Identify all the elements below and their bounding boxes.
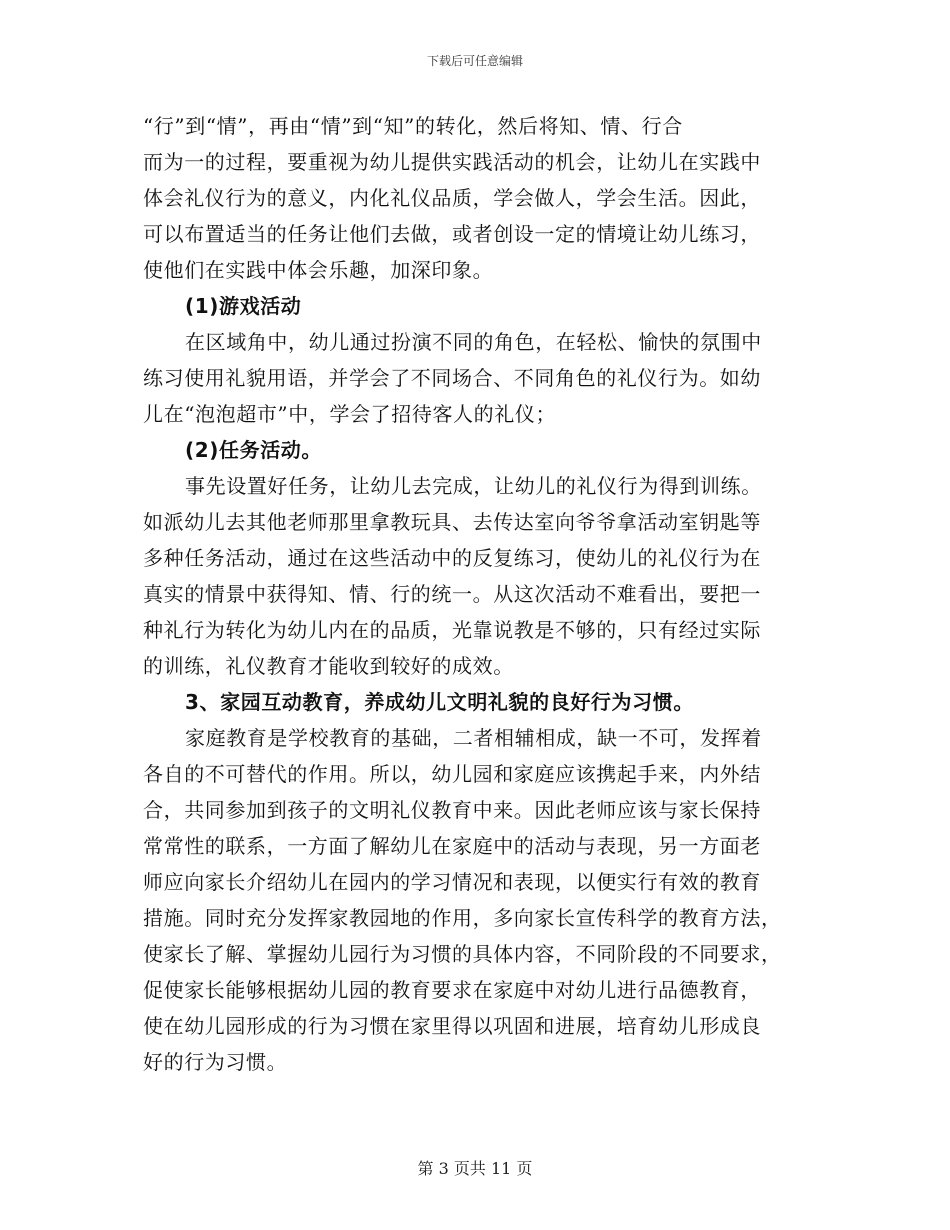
page-footer: 第 3 页共 11 页: [417, 1159, 533, 1178]
page-header: 下载后可任意编辑: [426, 54, 523, 68]
paragraph-line: 练习使用礼貌用语，并学会了不同场合、不同角色的礼仪行为。如幼: [143, 366, 761, 390]
paragraph-line: 如派幼儿去其他老师那里拿教玩具、去传达室向爷爷拿活动室钥匙等: [143, 510, 761, 534]
paragraph-line: 真实的情景中获得知、情、行的统一。从这次活动不难看出，要把一: [143, 582, 761, 606]
section-heading-task-activity: (2)任务活动。: [185, 438, 322, 462]
paragraph-line: 使在幼儿园形成的行为习惯在家里得以巩固和进展，培育幼儿形成良: [143, 1014, 761, 1038]
paragraph-line: 儿在“泡泡超市”中，学会了招待客人的礼仪；: [143, 402, 557, 426]
section-heading-game-activity: (1)游戏活动: [185, 294, 302, 318]
paragraph-line: “行”到“情”，再由“情”到“知”的转化，然后将知、情、行合: [143, 114, 683, 138]
paragraph-line: 种礼行为转化为幼儿内在的品质，光靠说教是不够的，只有经过实际: [143, 618, 761, 642]
paragraph-line: 措施。同时充分发挥家教园地的作用，多向家长宣传科学的教育方法，: [143, 906, 782, 930]
paragraph-line: 家庭教育是学校教育的基础，二者相辅相成，缺一不可，发挥着: [185, 726, 762, 750]
paragraph-line: 体会礼仪行为的意义，内化礼仪品质，学会做人，学会生活。因此，: [143, 186, 761, 210]
paragraph-line: 在区域角中，幼儿通过扮演不同的角色，在轻松、愉快的氛围中: [185, 330, 762, 354]
section-heading-home-school: 3、家园互动教育，养成幼儿文明礼貌的良好行为习惯。: [185, 690, 694, 714]
paragraph-line: 多种任务活动，通过在这些活动中的反复练习，使幼儿的礼仪行为在: [143, 546, 761, 570]
paragraph-line: 合，共同参加到孩子的文明礼仪教育中来。因此老师应该与家长保持: [143, 798, 761, 822]
paragraph-line: 事先设置好任务，让幼儿去完成，让幼儿的礼仪行为得到训练。: [185, 474, 762, 498]
paragraph-line: 促使家长能够根据幼儿园的教育要求在家庭中对幼儿进行品德教育，: [143, 978, 761, 1002]
paragraph-line: 可以布置适当的任务让他们去做，或者创设一定的情境让幼儿练习，: [143, 222, 761, 246]
paragraph-line: 常常性的联系，一方面了解幼儿在家庭中的活动与表现，另一方面老: [143, 834, 761, 858]
paragraph-line: 好的行为习惯。: [143, 1050, 288, 1074]
paragraph-line: 师应向家长介绍幼儿在园内的学习情况和表现，以便实行有效的教育: [143, 870, 761, 894]
paragraph-line: 的训练，礼仪教育才能收到较好的成效。: [143, 654, 514, 678]
paragraph-line: 各自的不可替代的作用。所以，幼儿园和家庭应该携起手来，内外结: [143, 762, 761, 786]
paragraph-line: 而为一的过程，要重视为幼儿提供实践活动的机会，让幼儿在实践中: [143, 150, 761, 174]
document-body: [143, 108, 823, 1080]
paragraph-line: 使他们在实践中体会乐趣，加深印象。: [143, 258, 494, 282]
paragraph-line: 使家长了解、掌握幼儿园行为习惯的具体内容，不同阶段的不同要求，: [143, 942, 782, 966]
